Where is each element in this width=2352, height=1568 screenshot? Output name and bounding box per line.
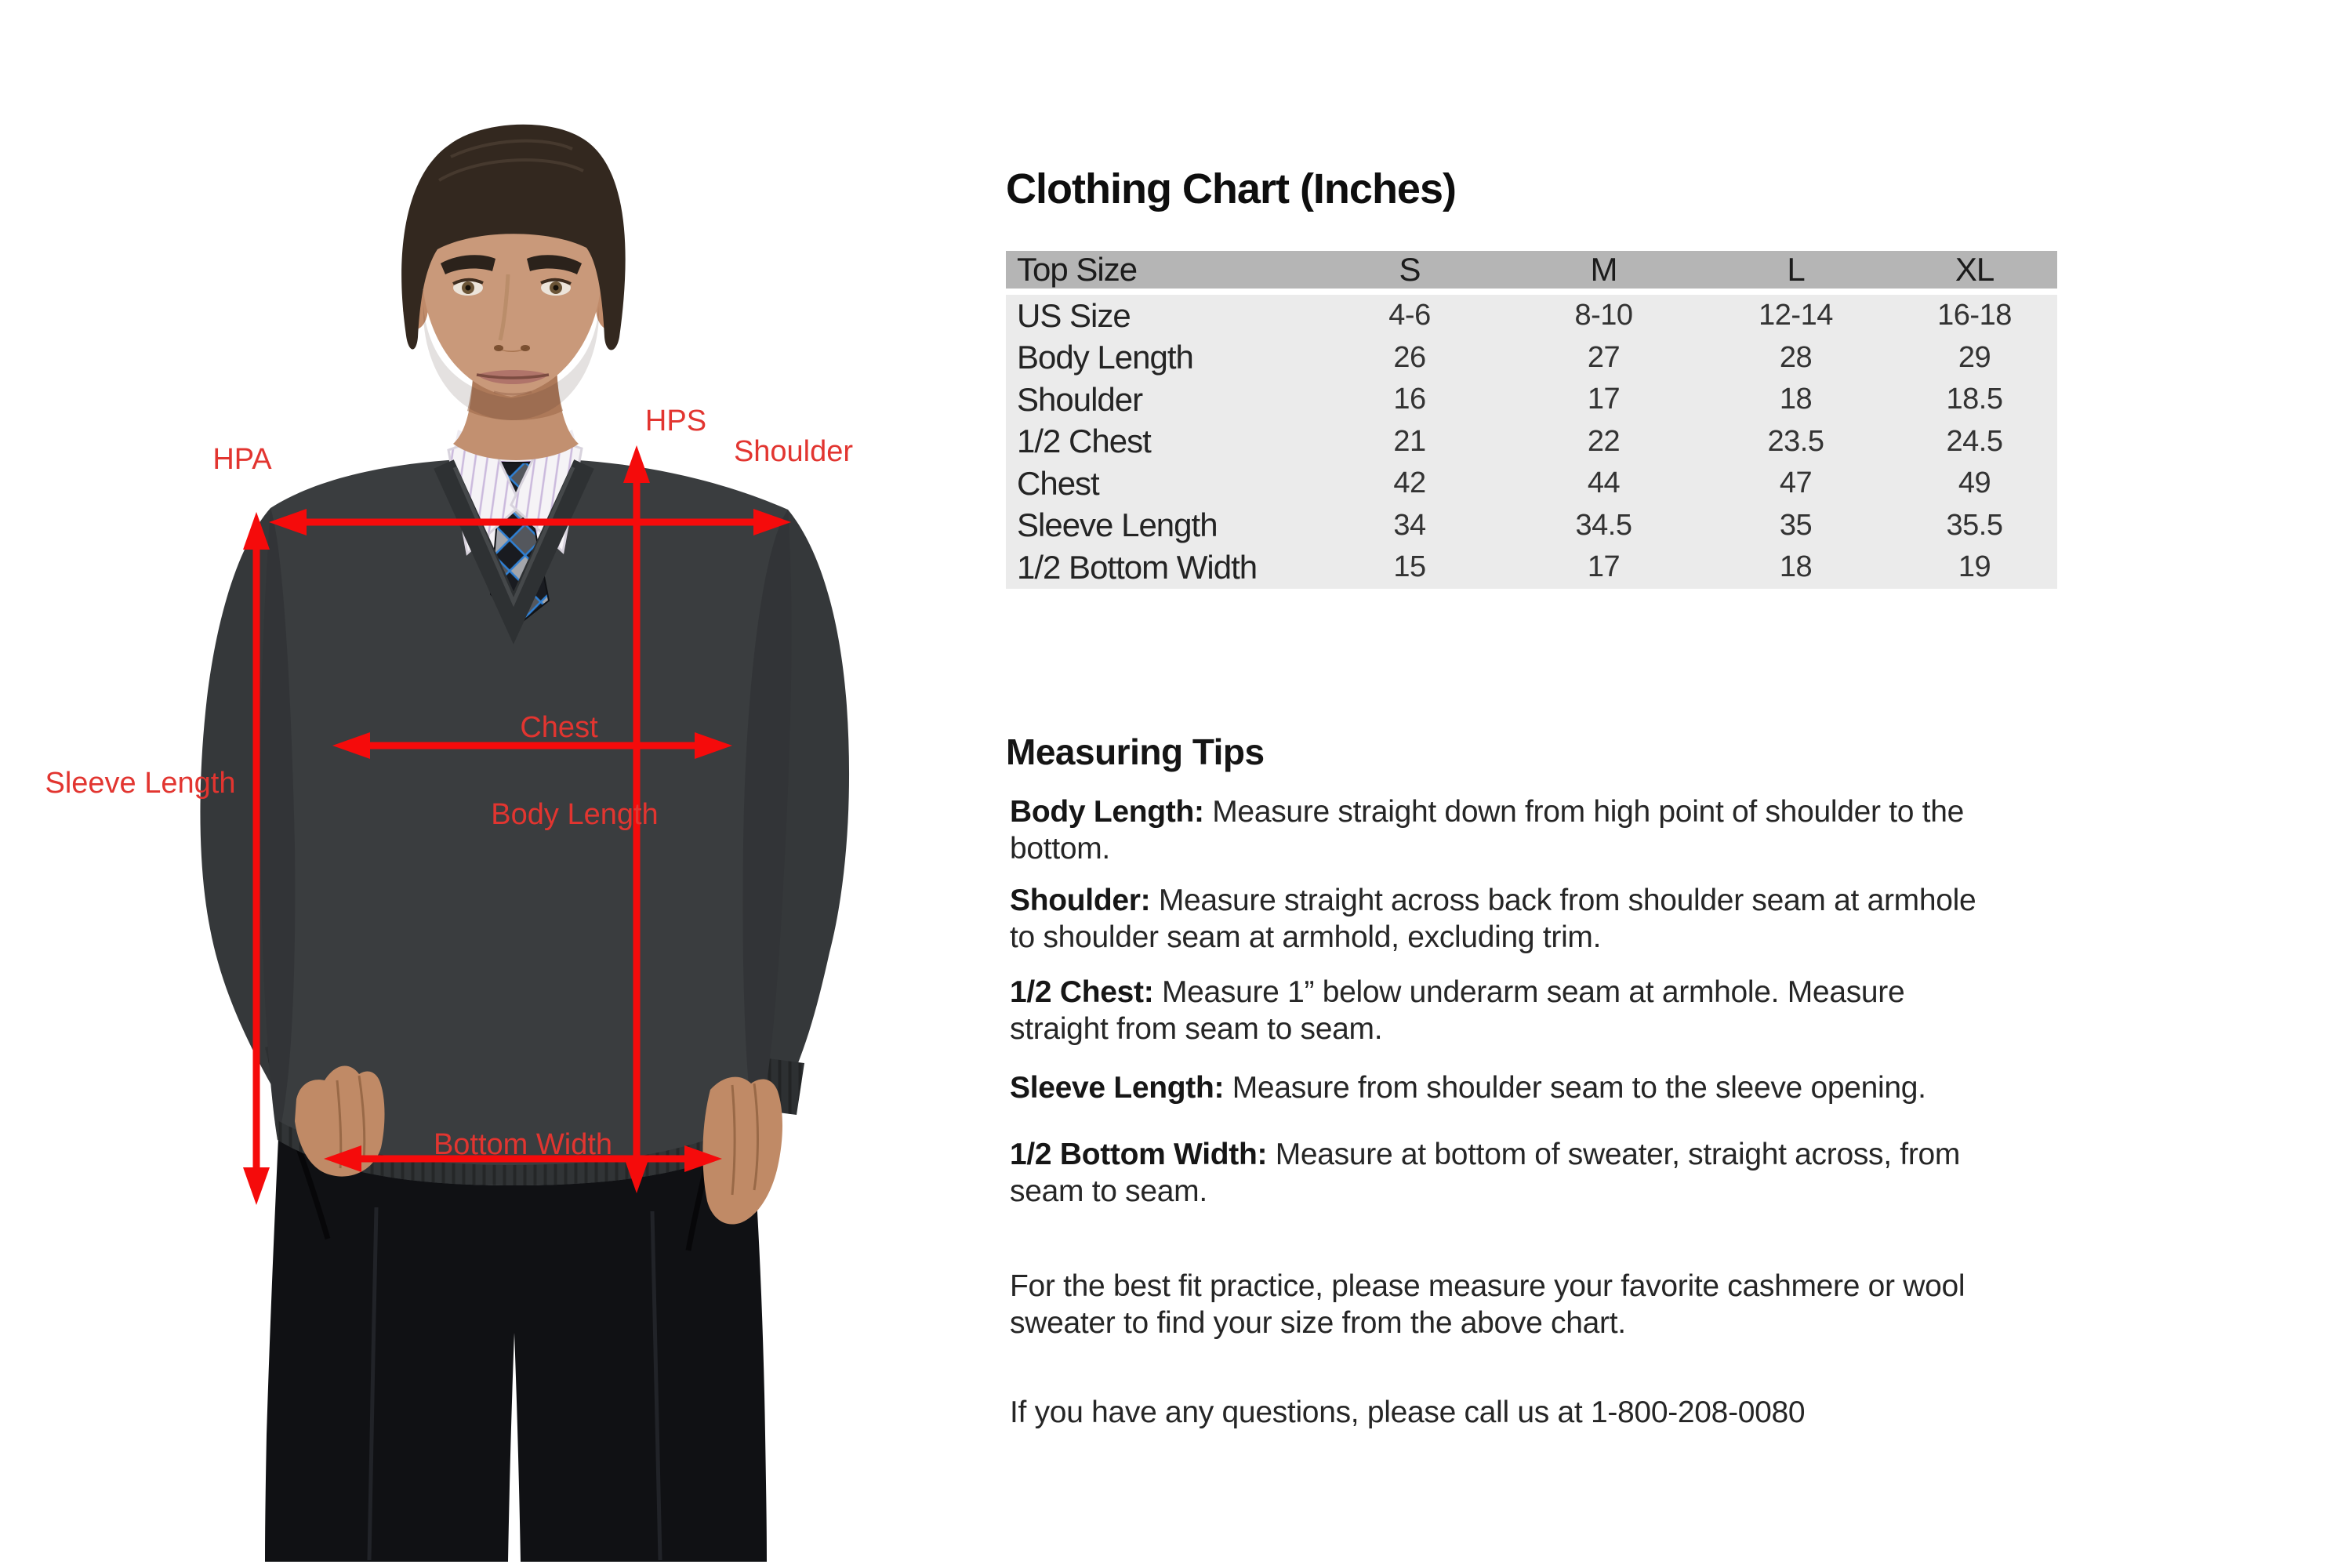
bottom-width-label: Bottom Width (433, 1128, 613, 1161)
table-row (1006, 337, 2057, 379)
shoulder-label: Shoulder (733, 435, 854, 468)
measuring-tips-heading: Measuring Tips (1006, 731, 1265, 772)
table-row (1006, 546, 2057, 589)
size-value: 42 (1393, 466, 1426, 500)
tip-label: Shoulder: (1010, 884, 1151, 917)
tip-shoulder (1010, 882, 1990, 956)
size-value: 34.5 (1575, 508, 1632, 542)
header-cell-l: L (1787, 251, 1805, 288)
tip-label: 1/2 Bottom Width: (1010, 1138, 1268, 1171)
size-value: 44 (1587, 466, 1621, 500)
size-value: 29 (1958, 340, 1991, 374)
tip-label: 1/2 Chest: (1010, 975, 1154, 1009)
size-value: 23.5 (1767, 424, 1824, 458)
size-value: 28 (1779, 340, 1813, 374)
size-value: 18.5 (1946, 383, 2003, 416)
size-value: 34 (1393, 508, 1426, 542)
pants (265, 1138, 767, 1562)
table-row (1006, 421, 2057, 463)
row-label: Sleeve Length (1017, 506, 1218, 544)
table-row (1006, 463, 2057, 505)
right-hand (702, 1077, 782, 1225)
table-row (1006, 295, 2057, 337)
man-photo (200, 125, 849, 1562)
head (401, 125, 626, 460)
size-value: 26 (1393, 340, 1426, 374)
tip-sleeve-length (1010, 1069, 1990, 1106)
table-row (1006, 505, 2057, 547)
size-table-header (1006, 251, 2057, 289)
header-cell-xl: XL (1955, 251, 1994, 288)
tip-text: Measure from shoulder seam to the sleeve opening. (1224, 1071, 1926, 1105)
tip-text: Measure straight across back from shoulder seam at armhole to shoulder seam at armhold, excluding trim. (1010, 884, 1976, 954)
size-value: 17 (1587, 550, 1621, 584)
contact-note: If you have any questions, please call us at 1-800-208-0080 (1010, 1396, 1806, 1429)
tip-text: Measure straight down from high point of shoulder to the bottom. (1010, 795, 1964, 866)
size-value: 22 (1587, 424, 1621, 458)
table-row (1006, 379, 2057, 421)
header-cell-top-size: Top Size (1017, 251, 1138, 288)
size-value: 27 (1587, 340, 1621, 374)
size-value: 17 (1587, 383, 1621, 416)
tip-half-chest (1010, 974, 1990, 1047)
size-value: 24.5 (1946, 424, 2003, 458)
size-value: 15 (1393, 550, 1426, 584)
size-value: 19 (1958, 550, 1991, 584)
size-value: 49 (1958, 466, 1991, 500)
size-value: 16 (1393, 383, 1426, 416)
hpa-label: HPA (212, 443, 272, 476)
tip-label: Body Length: (1010, 795, 1204, 829)
size-value: 4-6 (1388, 299, 1431, 332)
row-label: 1/2 Chest (1017, 423, 1151, 460)
hps-label: HPS (644, 405, 707, 437)
size-value: 35.5 (1946, 508, 2003, 542)
size-guide-figure (0, 0, 980, 1568)
row-label: Body Length (1017, 339, 1193, 376)
size-value: 8-10 (1574, 299, 1633, 332)
tip-text: Measure at bottom of sweater, straight across, from seam to seam. (1010, 1138, 1961, 1208)
row-label: US Size (1017, 296, 1131, 334)
tip-half-bottom-width (1010, 1136, 1990, 1210)
fit-note: For the best fit practice, please measure your favorite cashmere or wool sweater to find your size from the above chart. (1010, 1269, 1965, 1340)
size-value: 16-18 (1937, 299, 2012, 332)
row-label: 1/2 Bottom Width (1017, 548, 1258, 586)
header-cell-m: M (1590, 251, 1617, 288)
size-value: 47 (1779, 466, 1813, 500)
size-value: 35 (1779, 508, 1813, 542)
sleeve-length-label: Sleeve Length (45, 767, 236, 800)
chest-label: Chest (520, 711, 598, 744)
size-table (1006, 251, 2057, 589)
tip-body-length (1010, 793, 1990, 867)
size-value: 18 (1779, 383, 1813, 416)
page-title: Clothing Chart (Inches) (1006, 165, 1456, 212)
header-cell-s: S (1399, 251, 1421, 288)
tip-label: Sleeve Length: (1010, 1071, 1225, 1105)
size-value: 18 (1779, 550, 1813, 584)
body-length-label: Body Length (491, 798, 659, 831)
tip-text: Measure 1” below underarm seam at armhole. Measure straight from seam to seam. (1010, 975, 1905, 1046)
row-label: Shoulder (1017, 380, 1143, 418)
size-value: 12-14 (1759, 299, 1833, 332)
size-value: 21 (1393, 424, 1426, 458)
row-label: Chest (1017, 464, 1099, 502)
size-table-body (1006, 295, 2057, 589)
